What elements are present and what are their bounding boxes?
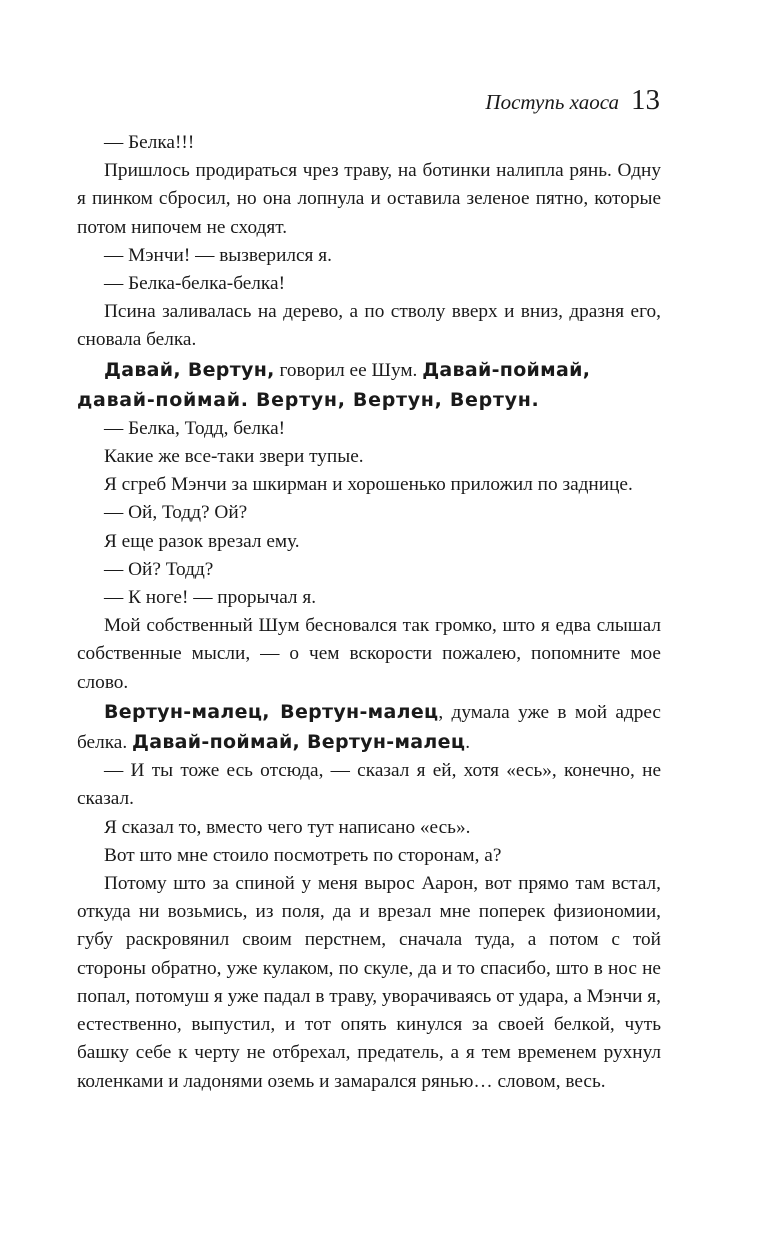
noise-text: Давай-поймай, [422,358,591,381]
noise-text: Давай-поймай, Вертун-малец [132,731,466,754]
noise-text: давай-поймай. Вертун, Вертун, Вертун. [77,388,540,411]
paragraph: — Белка!!! [104,132,195,153]
paragraph-text: . [465,732,471,754]
noise-text: Вертун-малец, Вертун-малец [104,700,439,723]
paragraph: Я сказал то, вместо чего тут написано «есь». [104,816,471,838]
paragraph: Я еще разок врезал ему. [104,530,300,552]
paragraph: — Белка, Тодд, белка! [104,417,286,439]
paragraph: Вот што мне стоило посмотреть по сторонам, а? [104,844,502,866]
page-body [77,129,661,1096]
paragraph: — Мэнчи! — вызверился я. [104,244,332,266]
paragraph: — И ты тоже есь отсюда, — сказал я ей, хотя «есь», конечно, не сказал. [77,760,661,810]
noise-paragraph [77,697,661,757]
paragraph: Какие же все-таки звери тупые. [104,446,364,468]
paragraph: — Белка-белка-белка! [104,273,285,295]
paragraph-text: говорил ее Шум. [274,359,423,381]
paragraph: Мой собственный Шум бесновался так громко, што я едва слышал собственные мысли, — о чем вскорости пожалею, попомните мое слово. [77,615,661,693]
paragraph: Я сгреб Мэнчи за шкирман и хорошенько приложил по заднице. [104,474,633,496]
paragraph: — К ноге! — прорычал я. [104,587,317,609]
paragraph: — Ой, Тодд? Ой? [104,502,248,524]
page-number: 13 [631,84,660,116]
noise-paragraph [77,355,661,415]
noise-text: Давай, Вертун, [104,358,275,381]
running-header [485,84,660,117]
paragraph: Пришлось продираться чрез траву, на ботинки налипла рянь. Одну я пинком сбросил, но она лопнула и оставила зеленое пятно, которые потом нипочем не сходят. [77,160,661,238]
paragraph: Псина заливалась на дерево, а по стволу вверх и вниз, дразня его, сновала белка. [77,301,661,351]
paragraph: — Ой? Тодд? [104,558,214,580]
paragraph-text: , думала уже в мой адрес белка. [77,701,661,754]
paragraph: Потому што за спиной у меня вырос Аарон, вот прямо там встал, откуда ни возьмись, из поля, да и врезал мне поперек физиономии, губу раскровянил своим перстнем, сначала туда, а потом с той стороны обратно, уже кулаком, по скуле, да и то спасибо, што в нос не попал, потомуш я уже падал в траву, уворачиваясь от удара, а Мэнчи я, естественно, выпустил, и тот опять кинулся за своей белкой, чуть башку себе к черту не отбрехал, предатель, а я тем временем рухнул коленками и ладонями оземь и замарался рянью… словом, весь. [77,873,661,1092]
header-book-title: Поступь хаоса [485,90,619,114]
